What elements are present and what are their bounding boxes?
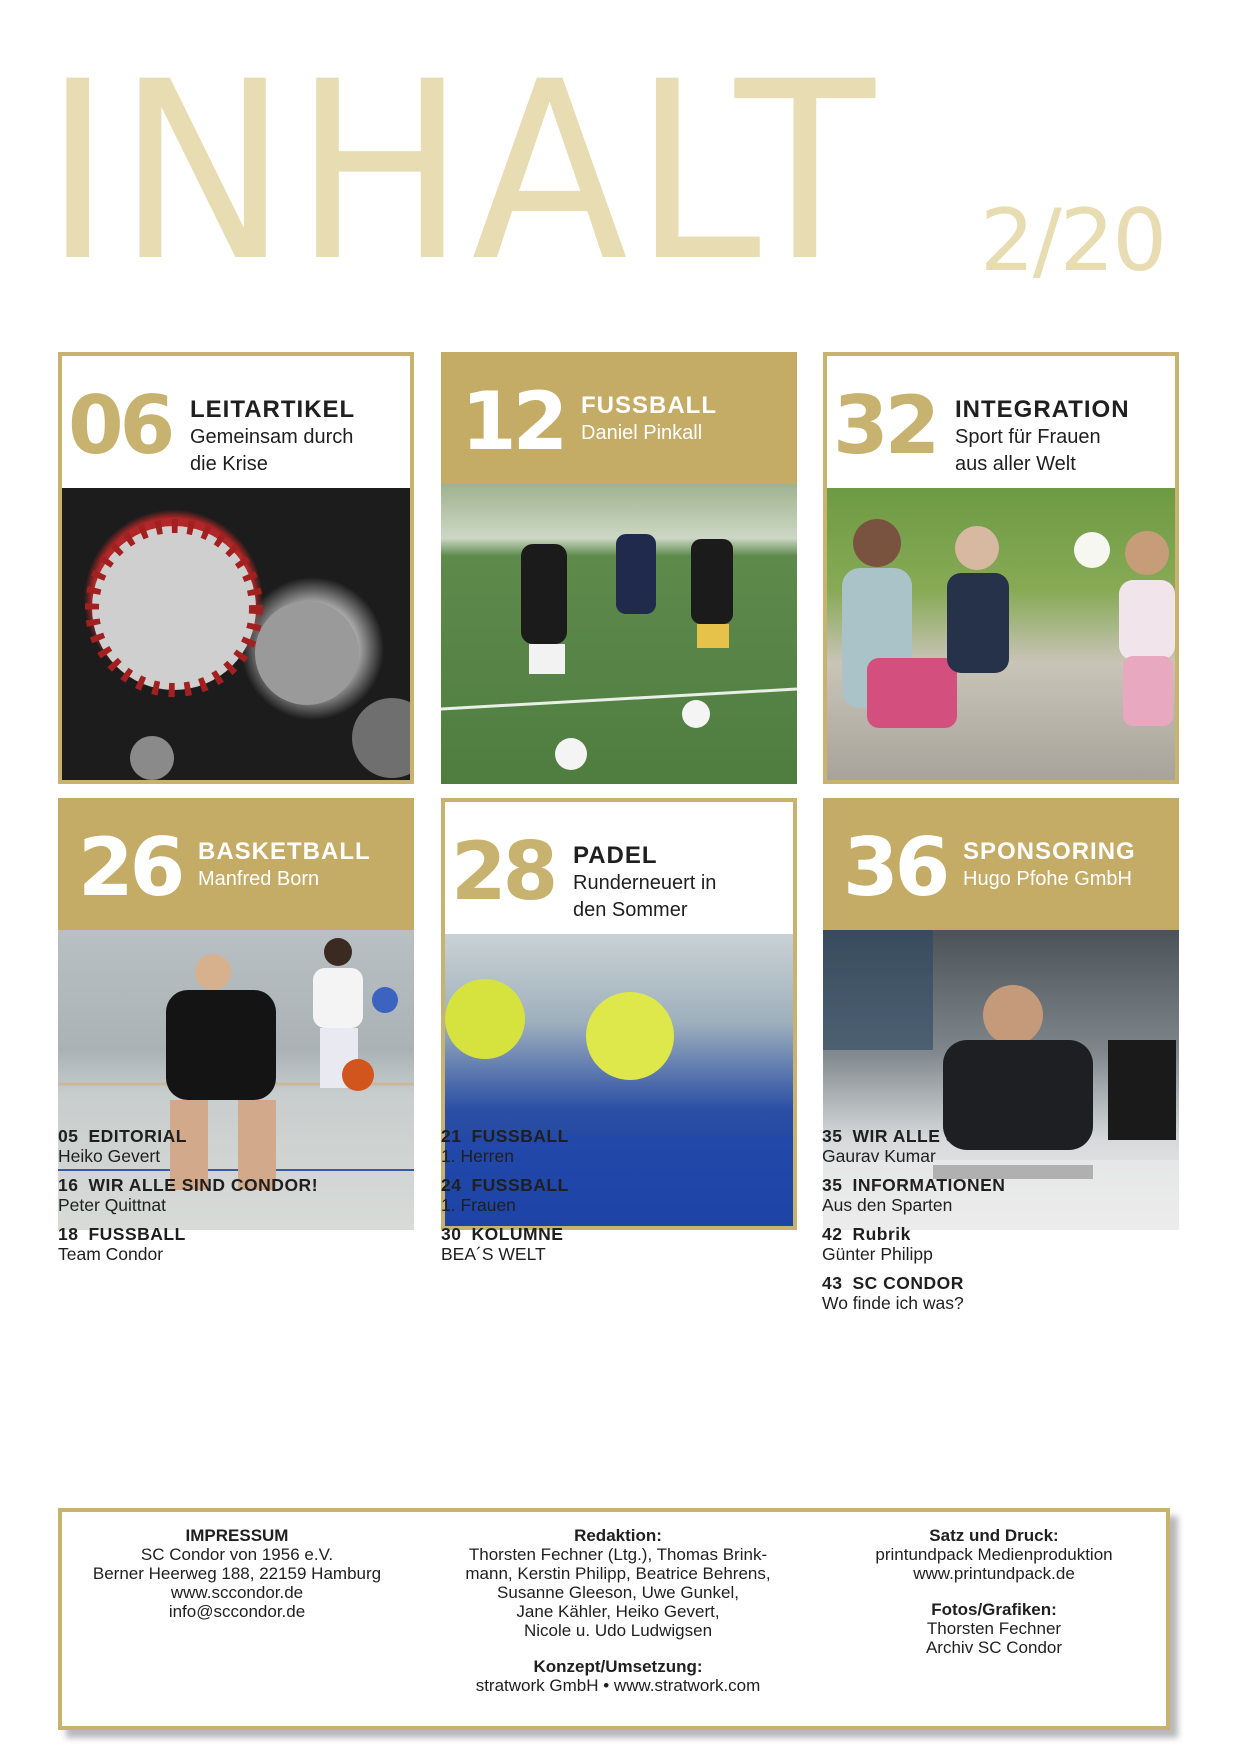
impressum-heading: IMPRESSUM (185, 1526, 289, 1545)
index-title: WIR ALLE SIND CONDOR! (852, 1126, 1083, 1146)
card-subtitle (190, 424, 410, 478)
card-category: LEITARTIKEL (190, 396, 356, 423)
index-subtitle: Aus den Sparten (822, 1195, 953, 1215)
card-subtitle-line: Manfred Born (198, 868, 320, 890)
card-subtitle (198, 866, 414, 893)
card-subtitle (955, 424, 1175, 478)
index-page: 16 (58, 1175, 79, 1195)
redaktion-line: Nicole u. Udo Ludwigsen (523, 1621, 713, 1640)
card-subtitle-line: den Sommer (573, 899, 688, 921)
page-title: INHALT (44, 30, 881, 316)
index-page: 35 (822, 1126, 843, 1146)
email-link[interactable]: info@sccondor.de (168, 1602, 306, 1621)
women-seated-illustration (827, 488, 1179, 784)
card-header (827, 356, 1175, 488)
satz-column (822, 1526, 1166, 1657)
card-page-number: 36 (843, 821, 947, 914)
index-page: 43 (822, 1273, 843, 1293)
index-entry[interactable] (58, 1175, 388, 1215)
index-page: 24 (441, 1175, 462, 1195)
football-training-photo (441, 484, 797, 784)
football-players-illustration (441, 484, 797, 784)
card-subtitle-line: die Krise (190, 453, 268, 475)
index-title: INFORMATIONEN (852, 1175, 1006, 1195)
index-entry[interactable] (441, 1224, 771, 1264)
redaktion-heading: Redaktion: (574, 1526, 662, 1545)
card-subtitle-line: Runderneuert in (573, 872, 717, 894)
index-column-3 (822, 1126, 1152, 1322)
card-category: BASKETBALL (198, 838, 371, 865)
fotos-heading: Fotos/Grafiken: (931, 1600, 1057, 1619)
satz-line: printundpack Medienproduktion (875, 1545, 1113, 1564)
index-column-1 (58, 1126, 388, 1273)
index-subtitle: Gaurav Kumar (822, 1146, 936, 1166)
index-title: WIR ALLE SIND CONDOR! (88, 1175, 319, 1195)
card-category: INTEGRATION (955, 396, 1130, 423)
fotos-line: Thorsten Fechner (926, 1619, 1062, 1638)
index-page: 21 (441, 1126, 462, 1146)
impressum-column (62, 1526, 412, 1621)
satz-heading: Satz und Druck: (929, 1526, 1059, 1545)
card-header (62, 356, 410, 488)
index-entry[interactable] (58, 1126, 388, 1166)
card-subtitle (573, 870, 793, 924)
index-page: 18 (58, 1224, 79, 1244)
index-title: FUSSBALL (471, 1126, 569, 1146)
card-page-number: 06 (68, 379, 172, 472)
issue-number: 2/20 (980, 191, 1166, 291)
impressum-line: SC Condor von 1956 e.V. (140, 1545, 334, 1564)
card-subtitle-line: Daniel Pinkall (581, 422, 703, 444)
index-subtitle: Wo finde ich was? (822, 1293, 964, 1313)
card-subtitle (963, 866, 1179, 893)
index-title: FUSSBALL (471, 1175, 569, 1195)
card-integration[interactable] (823, 352, 1179, 784)
card-category: PADEL (573, 842, 658, 869)
index-page: 42 (822, 1224, 843, 1244)
redaktion-line: Susanne Gleeson, Uwe Gunkel, (497, 1583, 739, 1602)
index-subtitle: Günter Philipp (822, 1244, 933, 1264)
card-page-number: 26 (78, 821, 182, 914)
index-title: SC CONDOR (852, 1273, 964, 1293)
integration-women-photo (827, 488, 1175, 780)
index-entry[interactable] (441, 1175, 771, 1215)
card-header (823, 798, 1179, 930)
redaktion-column (432, 1526, 804, 1695)
website-link[interactable]: www.sccondor.de (170, 1583, 304, 1602)
card-category: SPONSORING (963, 838, 1136, 865)
index-column-2 (441, 1126, 771, 1273)
index-entry[interactable] (441, 1126, 771, 1166)
index-entry[interactable] (822, 1175, 1152, 1215)
redaktion-line: Jane Kähler, Heiko Gevert, (516, 1602, 720, 1621)
index-subtitle: Team Condor (58, 1244, 164, 1264)
index-title: KOLUMNE (471, 1224, 564, 1244)
index-title: FUSSBALL (88, 1224, 186, 1244)
index-page: 05 (58, 1126, 79, 1146)
index-subtitle: Heiko Gevert (58, 1146, 161, 1166)
index-entry[interactable] (822, 1126, 1152, 1166)
card-subtitle (581, 420, 797, 447)
card-fussball[interactable] (441, 352, 797, 784)
index-subtitle: 1. Frauen (441, 1195, 516, 1215)
redaktion-line: Thorsten Fechner (Ltg.), Thomas Brink- (468, 1545, 768, 1564)
impressum-box (58, 1508, 1170, 1730)
card-header (58, 798, 414, 930)
index-subtitle: BEA´S WELT (441, 1244, 546, 1264)
index-page: 30 (441, 1224, 462, 1244)
card-header (445, 802, 793, 934)
card-subtitle-line: aus aller Welt (955, 453, 1076, 475)
virus-illustration (62, 488, 414, 784)
card-category: FUSSBALL (581, 392, 717, 419)
card-page-number: 12 (461, 375, 565, 468)
card-header (441, 352, 797, 484)
card-subtitle-line: Gemeinsam durch (190, 426, 354, 448)
konzept-heading: Konzept/Umsetzung: (533, 1657, 703, 1676)
index-title: Rubrik (852, 1224, 911, 1244)
card-leitartikel[interactable] (58, 352, 414, 784)
redaktion-line: mann, Kerstin Philipp, Beatrice Behrens, (465, 1564, 771, 1583)
card-subtitle-line: Hugo Pfohe GmbH (963, 868, 1132, 890)
index-title: EDITORIAL (88, 1126, 187, 1146)
satz-website-link[interactable]: www.printundpack.de (913, 1564, 1075, 1583)
index-page: 35 (822, 1175, 843, 1195)
coronavirus-photo (62, 488, 410, 780)
konzept-line[interactable]: stratwork GmbH • www.stratwork.com (475, 1676, 761, 1695)
index-entry[interactable] (822, 1224, 1152, 1264)
index-entry[interactable] (822, 1273, 1152, 1313)
impressum-line: Berner Heerweg 188, 22159 Hamburg (92, 1564, 382, 1583)
index-subtitle: 1. Herren (441, 1146, 514, 1166)
index-subtitle: Peter Quittnat (58, 1195, 166, 1215)
fotos-line: Archiv SC Condor (925, 1638, 1063, 1657)
card-page-number: 28 (451, 825, 555, 918)
card-page-number: 32 (833, 379, 937, 472)
index-entry[interactable] (58, 1224, 388, 1264)
card-subtitle-line: Sport für Frauen (955, 426, 1101, 448)
